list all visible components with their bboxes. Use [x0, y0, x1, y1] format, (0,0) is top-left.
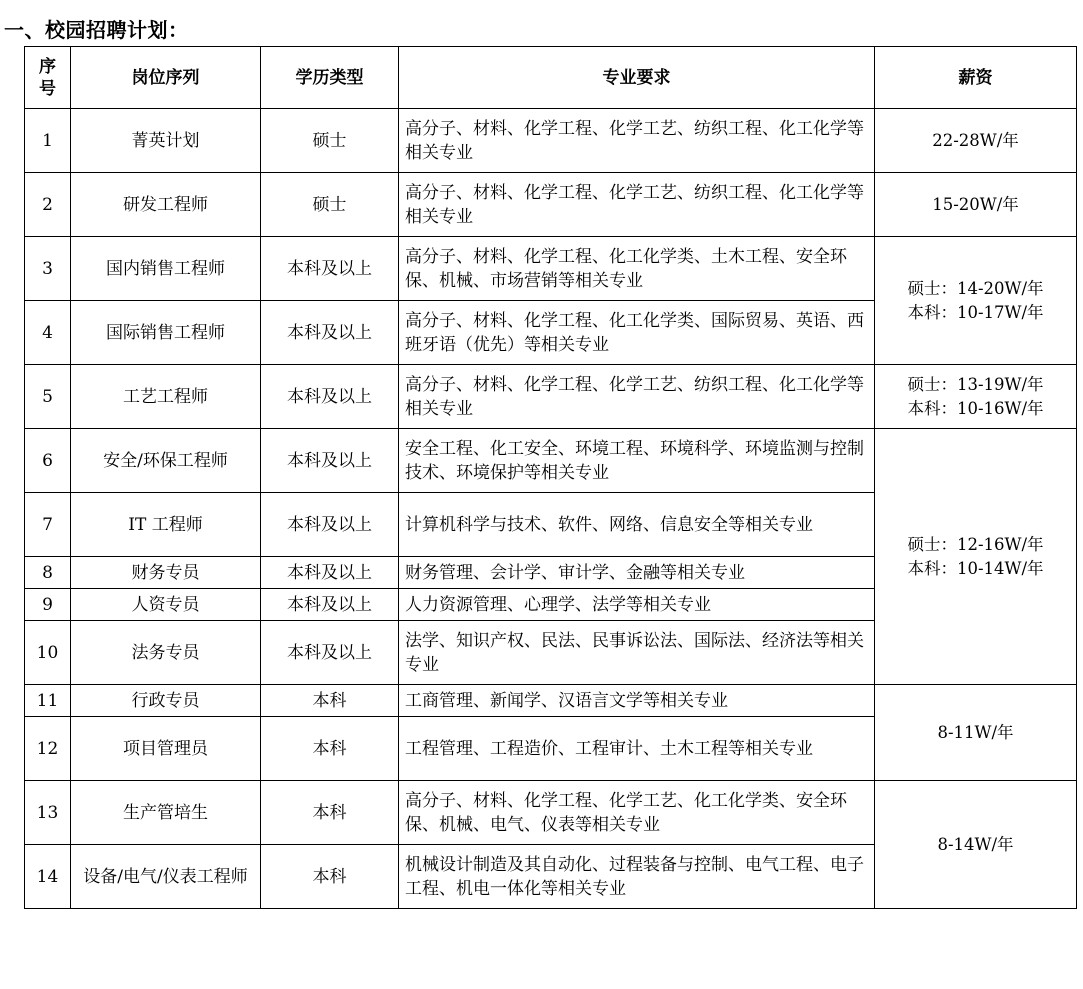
row-major: 高分子、材料、化学工程、化学工艺、纺织工程、化工化学等相关专业: [399, 173, 875, 237]
row-position: 人资专员: [71, 589, 261, 621]
row-number: 12: [25, 717, 71, 781]
row-major: 高分子、材料、化学工程、化学工艺、纺织工程、化工化学等相关专业: [399, 109, 875, 173]
row-number: 13: [25, 781, 71, 845]
table-row: [25, 365, 1077, 429]
row-salary: 15-20W/年: [875, 173, 1077, 237]
row-education: 本科及以上: [261, 621, 399, 685]
row-education: 本科及以上: [261, 557, 399, 589]
row-major: 高分子、材料、化学工程、化学工艺、化工化学类、安全环保、机械、电气、仪表等相关专业: [399, 781, 875, 845]
row-number: 9: [25, 589, 71, 621]
header-position: 岗位序列: [71, 47, 261, 109]
row-major: 法学、知识产权、民法、民事诉讼法、国际法、经济法等相关专业: [399, 621, 875, 685]
row-position: 项目管理员: [71, 717, 261, 781]
row-education: 本科: [261, 781, 399, 845]
row-number: 10: [25, 621, 71, 685]
row-salary: 8-11W/年: [875, 685, 1077, 781]
row-position: 行政专员: [71, 685, 261, 717]
table-row: [25, 237, 1077, 301]
row-major: 安全工程、化工安全、环境工程、环境科学、环境监测与控制技术、环境保护等相关专业: [399, 429, 875, 493]
row-number: 6: [25, 429, 71, 493]
row-major: 高分子、材料、化学工程、化工化学类、国际贸易、英语、西班牙语（优先）等相关专业: [399, 301, 875, 365]
table-row: [25, 429, 1077, 493]
row-salary: 硕士：12-16W/年 本科：10-14W/年: [875, 429, 1077, 685]
row-education: 本科: [261, 845, 399, 909]
table-row: [25, 685, 1077, 717]
row-major: 工程管理、工程造价、工程审计、土木工程等相关专业: [399, 717, 875, 781]
row-number: 7: [25, 493, 71, 557]
row-education: 本科及以上: [261, 365, 399, 429]
row-position: 菁英计划: [71, 109, 261, 173]
row-number: 8: [25, 557, 71, 589]
row-major: 高分子、材料、化学工程、化工化学类、土木工程、安全环保、机械、市场营销等相关专业: [399, 237, 875, 301]
row-education: 硕士: [261, 109, 399, 173]
recruitment-table: [24, 46, 1077, 909]
header-number: 序 号: [25, 47, 71, 109]
row-education: 本科: [261, 717, 399, 781]
header-education: 学历类型: [261, 47, 399, 109]
row-position: 生产管培生: [71, 781, 261, 845]
header-major: 专业要求: [399, 47, 875, 109]
row-education: 本科及以上: [261, 429, 399, 493]
row-salary: 硕士：13-19W/年 本科：10-16W/年: [875, 365, 1077, 429]
table-row: [25, 173, 1077, 237]
row-position: 工艺工程师: [71, 365, 261, 429]
row-number: 5: [25, 365, 71, 429]
row-major: 机械设计制造及其自动化、过程装备与控制、电气工程、电子工程、机电一体化等相关专业: [399, 845, 875, 909]
row-major: 工商管理、新闻学、汉语言文学等相关专业: [399, 685, 875, 717]
row-education: 本科及以上: [261, 301, 399, 365]
table-row: [25, 109, 1077, 173]
table-row: [25, 781, 1077, 845]
row-position: 安全/环保工程师: [71, 429, 261, 493]
row-position: 法务专员: [71, 621, 261, 685]
row-number: 1: [25, 109, 71, 173]
row-major: 人力资源管理、心理学、法学等相关专业: [399, 589, 875, 621]
header-salary: 薪资: [875, 47, 1077, 109]
row-position: 国内销售工程师: [71, 237, 261, 301]
row-number: 2: [25, 173, 71, 237]
row-major: 计算机科学与技术、软件、网络、信息安全等相关专业: [399, 493, 875, 557]
row-number: 11: [25, 685, 71, 717]
row-education: 本科及以上: [261, 589, 399, 621]
page-title: 一、校园招聘计划：: [4, 18, 189, 42]
row-number: 14: [25, 845, 71, 909]
row-position: 设备/电气/仪表工程师: [71, 845, 261, 909]
header-row: [25, 47, 1077, 109]
row-number: 3: [25, 237, 71, 301]
row-position: 国际销售工程师: [71, 301, 261, 365]
row-education: 本科及以上: [261, 493, 399, 557]
row-education: 本科及以上: [261, 237, 399, 301]
row-position: 研发工程师: [71, 173, 261, 237]
row-salary: 硕士：14-20W/年 本科：10-17W/年: [875, 237, 1077, 365]
row-major: 高分子、材料、化学工程、化学工艺、纺织工程、化工化学等相关专业: [399, 365, 875, 429]
row-education: 硕士: [261, 173, 399, 237]
row-position: IT 工程师: [71, 493, 261, 557]
row-education: 本科: [261, 685, 399, 717]
row-major: 财务管理、会计学、审计学、金融等相关专业: [399, 557, 875, 589]
row-number: 4: [25, 301, 71, 365]
row-salary: 8-14W/年: [875, 781, 1077, 909]
row-salary: 22-28W/年: [875, 109, 1077, 173]
row-position: 财务专员: [71, 557, 261, 589]
